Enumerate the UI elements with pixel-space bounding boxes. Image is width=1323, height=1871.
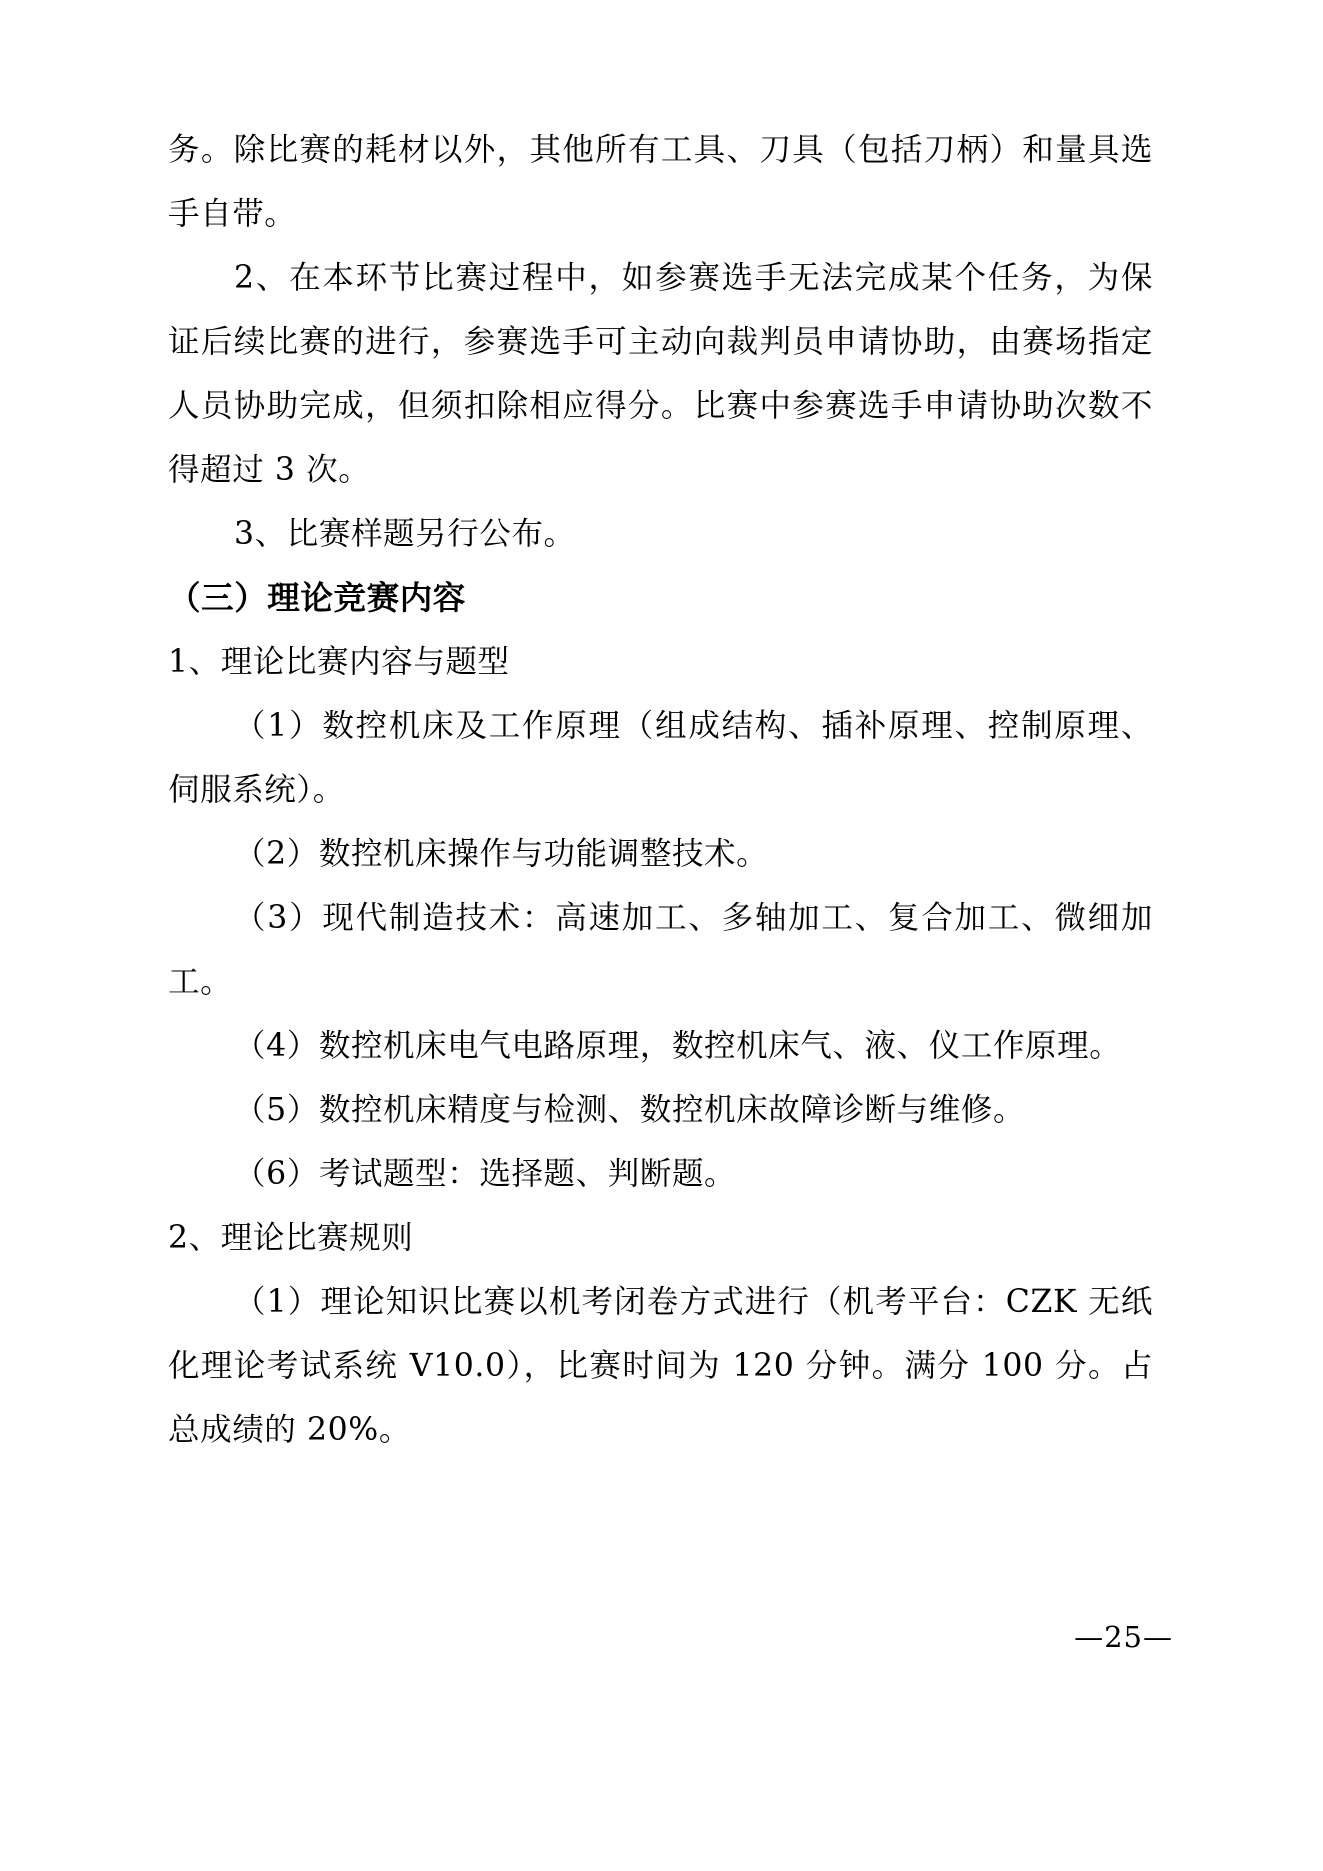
page-number: —25— <box>1074 1620 1173 1654</box>
paragraph-6: （2）数控机床操作与功能调整技术。 <box>234 836 769 872</box>
paragraph-10: （6）考试题型：选择题、判断题。 <box>234 1156 737 1192</box>
paragraph-3: 3、比赛样题另行公布。 <box>234 516 576 552</box>
paragraph-2: 2、在本环节比赛过程中，如参赛选手无法完成某个任务，为保证后续比赛的进行，参赛选手可主动向裁判员申请协助，由赛场指定人员协助完成，但须扣除相应得分。比赛中参赛选手申请协助次数不得超过 3 次。 <box>168 260 1153 488</box>
section-heading: （三）理论竞赛内容 <box>168 578 466 617</box>
paragraph-12: （1）理论知识比赛以机考闭卷方式进行（机考平台：CZK 无纸化理论考试系统 V10.0），比赛时间为 120 分钟。满分 100 分。占总成绩的 20%。 <box>168 1284 1153 1448</box>
paragraph-8: （4）数控机床电气电路原理，数控机床气、液、仪工作原理。 <box>234 1028 1122 1064</box>
paragraph-9: （5）数控机床精度与检测、数控机床故障诊断与维修。 <box>234 1092 1026 1128</box>
paragraph-1: 务。除比赛的耗材以外，其他所有工具、刀具（包括刀柄）和量具选手自带。 <box>168 132 1153 232</box>
paragraph-7: （3）现代制造技术：高速加工、多轴加工、复合加工、微细加工。 <box>168 900 1153 1000</box>
paragraph-4: 1、理论比赛内容与题型 <box>168 644 510 680</box>
page-content <box>168 118 1153 1462</box>
paragraph-11: 2、理论比赛规则 <box>168 1220 414 1256</box>
paragraph-5: （1）数控机床及工作原理（组成结构、插补原理、控制原理、伺服系统）。 <box>168 708 1153 808</box>
